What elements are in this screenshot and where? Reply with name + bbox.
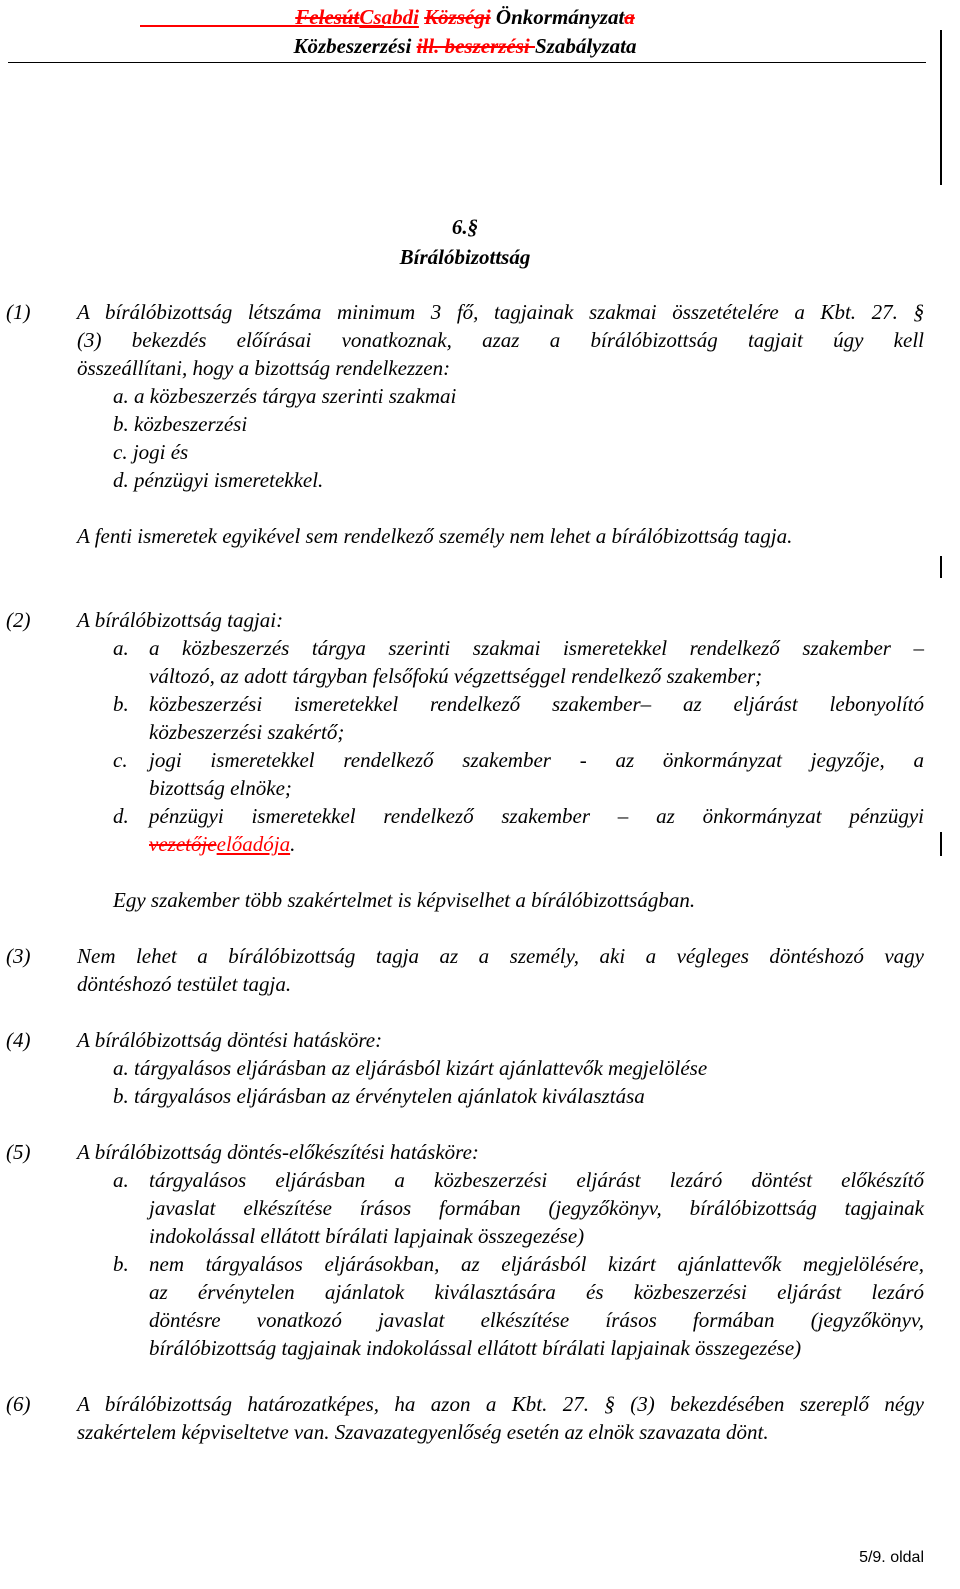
list-item: tárgyalásos eljárásban a közbeszerzési eljárást lezáró döntést előkészítő xyxy=(149,1168,924,1192)
paragraph-1-note: A fenti ismeretek egyikével sem rendelkező személy nem lehet a bírálóbizottság tagja. xyxy=(77,524,793,548)
paragraph-5-intro: A bírálóbizottság döntés-előkészítési hatásköre: xyxy=(77,1140,479,1164)
list-item: indokolással ellátott bírálati lapjainak összegezése) xyxy=(149,1224,585,1248)
list-item-revised: vezetőjeelőadója. xyxy=(149,832,296,856)
list-item: a. a közbeszerzés tárgya szerinti szakmai xyxy=(113,384,457,408)
list-letter: b. xyxy=(113,692,129,716)
paragraph-number-2: (2) xyxy=(6,608,31,632)
change-bar xyxy=(940,556,942,578)
paragraph-number-6: (6) xyxy=(6,1392,31,1416)
paragraph-number-5: (5) xyxy=(6,1140,31,1164)
change-bar xyxy=(940,832,942,856)
list-letter: d. xyxy=(113,804,129,828)
list-item: b. tárgyalásos eljárásban az érvénytelen ajánlatok kiválasztása xyxy=(113,1084,645,1108)
list-item: a közbeszerzés tárgya szerinti szakmai ismeretekkel rendelkező szakember – xyxy=(149,636,924,660)
paragraph-6-line: A bírálóbizottság határozatképes, ha azon a Kbt. 27. § (3) bekezdésében szereplő négy xyxy=(77,1392,924,1416)
paragraph-1-line: összeállítani, hogy a bizottság rendelkezzen: xyxy=(77,356,451,380)
paragraph-number-4: (4) xyxy=(6,1028,31,1052)
list-item: bizottság elnöke; xyxy=(149,776,292,800)
list-item: döntésre vonatkozó javaslat elkészítése írásos formában (jegyzőkönyv, xyxy=(149,1308,924,1332)
list-item: változó, az adott tárgyban felsőfokú végzettséggel rendelkező szakember; xyxy=(149,664,763,688)
list-item: jogi ismeretekkel rendelkező szakember - az önkormányzat jegyzője, a xyxy=(149,748,924,772)
paragraph-1-line: A bírálóbizottság létszáma minimum 3 fő, tagjainak szakmai összetételére a Kbt. 27. § xyxy=(77,300,924,324)
list-item: nem tárgyalásos eljárásokban, az eljárásból kizárt ajánlattevők megjelölésére, xyxy=(149,1252,924,1276)
list-item: bírálóbizottság tagjainak indokolással ellátott bírálati lapjainak összegezése) xyxy=(149,1336,802,1360)
paragraph-2-intro: A bírálóbizottság tagjai: xyxy=(77,608,284,632)
paragraph-2-note: Egy szakember több szakértelmet is képviselhet a bírálóbizottságban. xyxy=(113,888,696,912)
list-item: közbeszerzési szakértő; xyxy=(149,720,345,744)
list-item: közbeszerzési ismeretekkel rendelkező szakember– az eljárást lebonyolító xyxy=(149,692,924,716)
list-item: a. tárgyalásos eljárásban az eljárásból kizárt ajánlattevők megjelölése xyxy=(113,1056,708,1080)
paragraph-4-intro: A bírálóbizottság döntési hatásköre: xyxy=(77,1028,383,1052)
section-title: Bírálóbizottság xyxy=(399,245,531,269)
list-item: javaslat elkészítése írásos formában (jegyzőkönyv, bírálóbizottság tagjainak xyxy=(149,1196,924,1220)
paragraph-1-line: (3) bekezdés előírásai vonatkoznak, azaz a bírálóbizottság tagjait úgy kell xyxy=(77,328,924,352)
paragraph-3-line: döntéshozó testület tagja. xyxy=(77,972,292,996)
section-number: 6.§ xyxy=(451,215,479,239)
list-item: pénzügyi ismeretekkel rendelkező szakember – az önkormányzat pénzügyi xyxy=(149,804,924,828)
change-bar xyxy=(940,30,942,185)
paragraph-number-1: (1) xyxy=(6,300,31,324)
paragraph-3-line: Nem lehet a bírálóbizottság tagja az a személy, aki a végleges döntéshozó vagy xyxy=(77,944,924,968)
list-letter: c. xyxy=(113,748,128,772)
page-number: 5/9. oldal xyxy=(859,1549,924,1566)
header-subtitle: Közbeszerzési ill. beszerzési Szabályzata xyxy=(293,34,637,58)
header-rule xyxy=(8,62,926,63)
list-item: az érvénytelen ajánlatok kiválasztására és közbeszerzési eljárást lezáró xyxy=(149,1280,924,1304)
list-letter: a. xyxy=(113,636,129,660)
paragraph-number-3: (3) xyxy=(6,944,31,968)
header-title: FelesútCsabdi Községi Önkormányzata xyxy=(295,5,635,29)
paragraph-6-line: szakértelem képviseltetve van. Szavazategyenlőség esetén az elnök szavazata dönt. xyxy=(77,1420,769,1444)
list-item: b. közbeszerzési xyxy=(113,412,248,436)
list-letter: a. xyxy=(113,1168,129,1192)
list-item: d. pénzügyi ismeretekkel. xyxy=(113,468,324,492)
list-letter: b. xyxy=(113,1252,129,1276)
list-item: c. jogi és xyxy=(113,440,189,464)
